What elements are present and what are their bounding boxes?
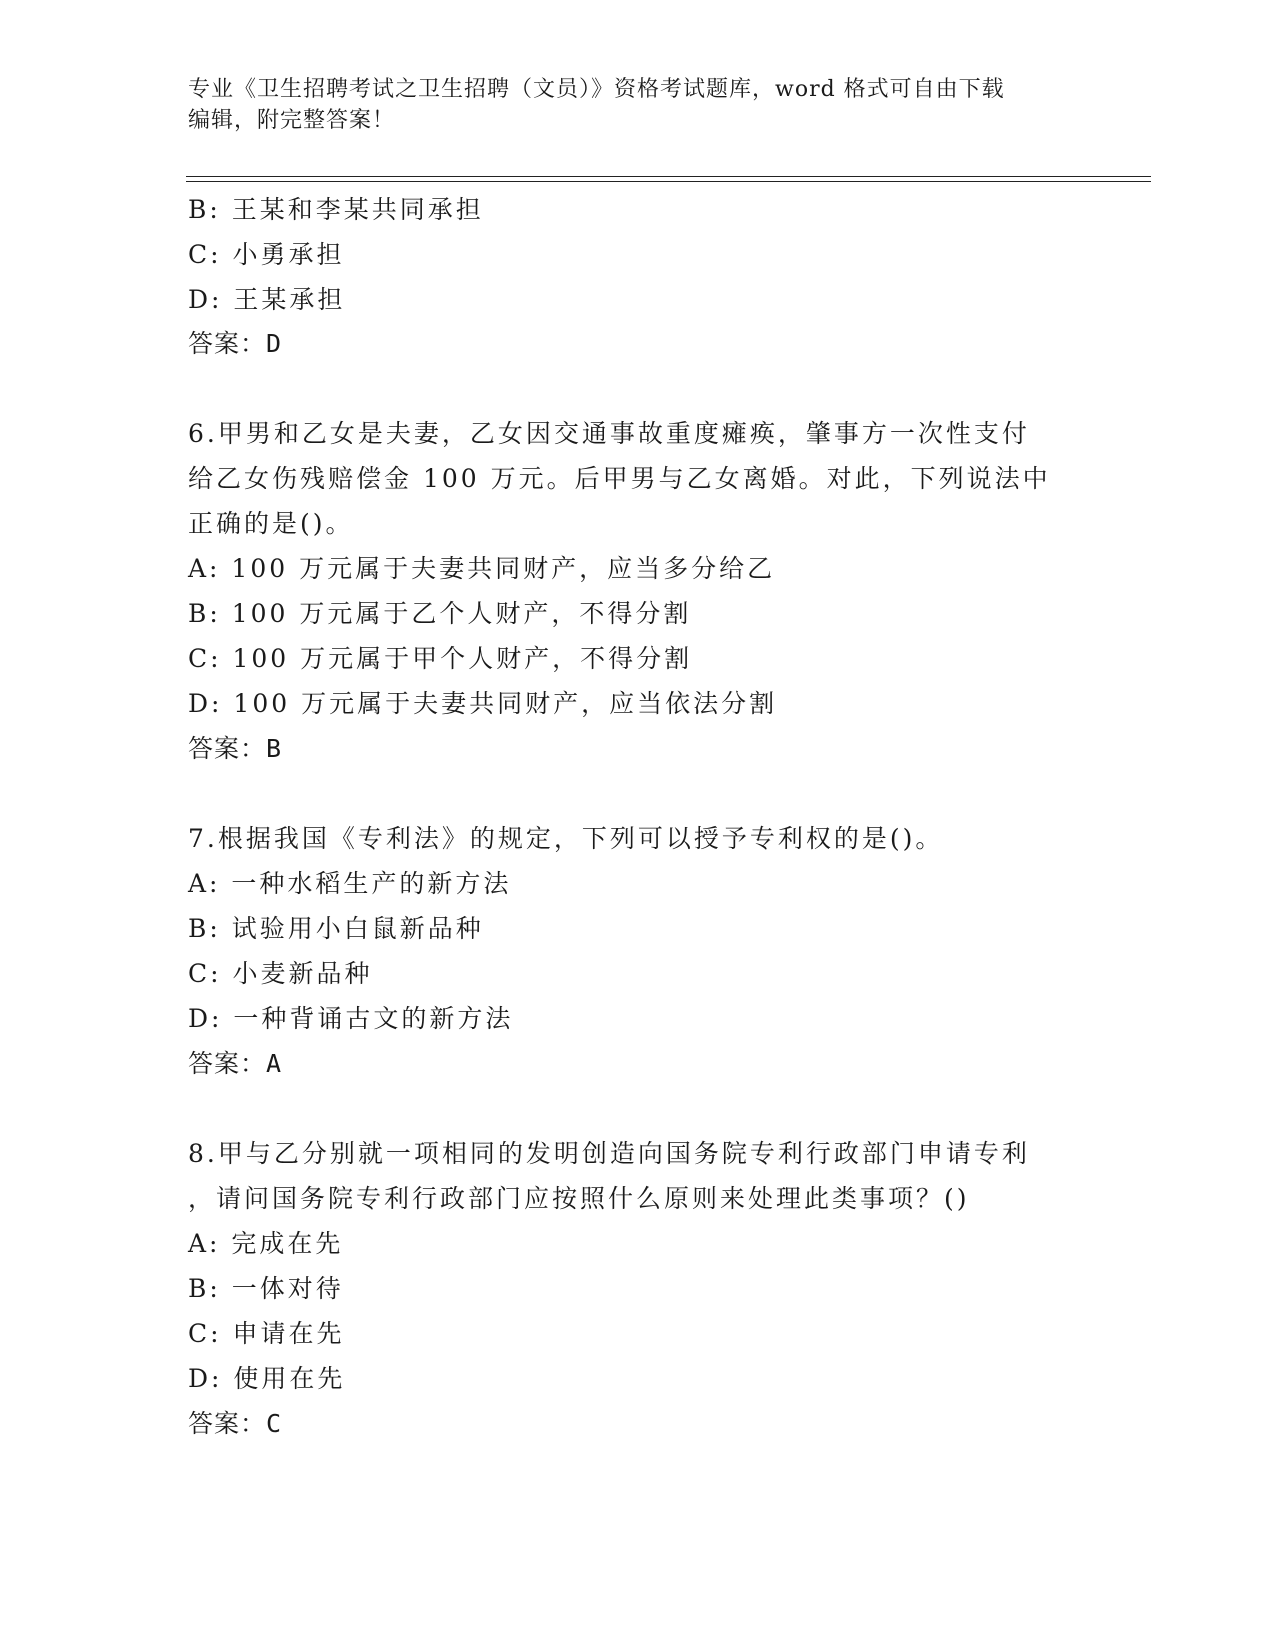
- header-line-1: 专业《卫生招聘考试之卫生招聘（文员）》资格考试题库，word 格式可自由下载: [188, 77, 1005, 102]
- q7-option-d: D: 一种背诵古文的新方法: [188, 1004, 514, 1033]
- q7-option-a: A: 一种水稻生产的新方法: [188, 869, 512, 898]
- prev-option-c: C: 小勇承担: [188, 240, 345, 269]
- q8-stem-line-1: 8.甲与乙分别就一项相同的发明创造向国务院专利行政部门申请专利: [188, 1139, 1030, 1168]
- q8-option-b: B: 一体对待: [188, 1274, 344, 1303]
- q6-answer: 答案：B: [188, 734, 283, 763]
- prev-option-d: D: 王某承担: [188, 285, 346, 314]
- q8-answer: 答案：C: [188, 1409, 283, 1438]
- q7-stem-line-1: 7.根据我国《专利法》的规定，下列可以授予专利权的是()。: [188, 824, 944, 853]
- q6-stem-line-1: 6.甲男和乙女是夫妻，乙女因交通事故重度瘫痪，肇事方一次性支付: [188, 419, 1030, 448]
- q8-stem-line-2: ，请问国务院专利行政部门应按照什么原则来处理此类事项？(): [188, 1184, 970, 1213]
- q6-option-c: C: 100 万元属于甲个人财产，不得分割: [188, 644, 693, 673]
- q6-option-a: A: 100 万元属于夫妻共同财产，应当多分给乙: [188, 554, 776, 583]
- header-line-2: 编辑，附完整答案！: [188, 108, 396, 133]
- q6-option-d: D: 100 万元属于夫妻共同财产，应当依法分割: [188, 689, 778, 718]
- header-rule-top: [186, 176, 1151, 177]
- document-header: [188, 74, 1088, 136]
- q6-stem-line-2: 给乙女伤残赔偿金 100 万元。后甲男与乙女离婚。对此，下列说法中: [188, 464, 1051, 493]
- header-rule-bottom: [186, 181, 1151, 182]
- q7-option-b: B: 试验用小白鼠新品种: [188, 914, 484, 943]
- q6-stem-line-3: 正确的是()。: [188, 509, 354, 538]
- q6-option-b: B: 100 万元属于乙个人财产，不得分割: [188, 599, 692, 628]
- prev-option-b: B: 王某和李某共同承担: [188, 195, 484, 224]
- q8-option-c: C: 申请在先: [188, 1319, 345, 1348]
- q7-option-c: C: 小麦新品种: [188, 959, 373, 988]
- q7-answer: 答案：A: [188, 1049, 283, 1078]
- q8-option-d: D: 使用在先: [188, 1364, 346, 1393]
- q8-option-a: A: 完成在先: [188, 1229, 344, 1258]
- prev-answer: 答案：D: [188, 329, 283, 358]
